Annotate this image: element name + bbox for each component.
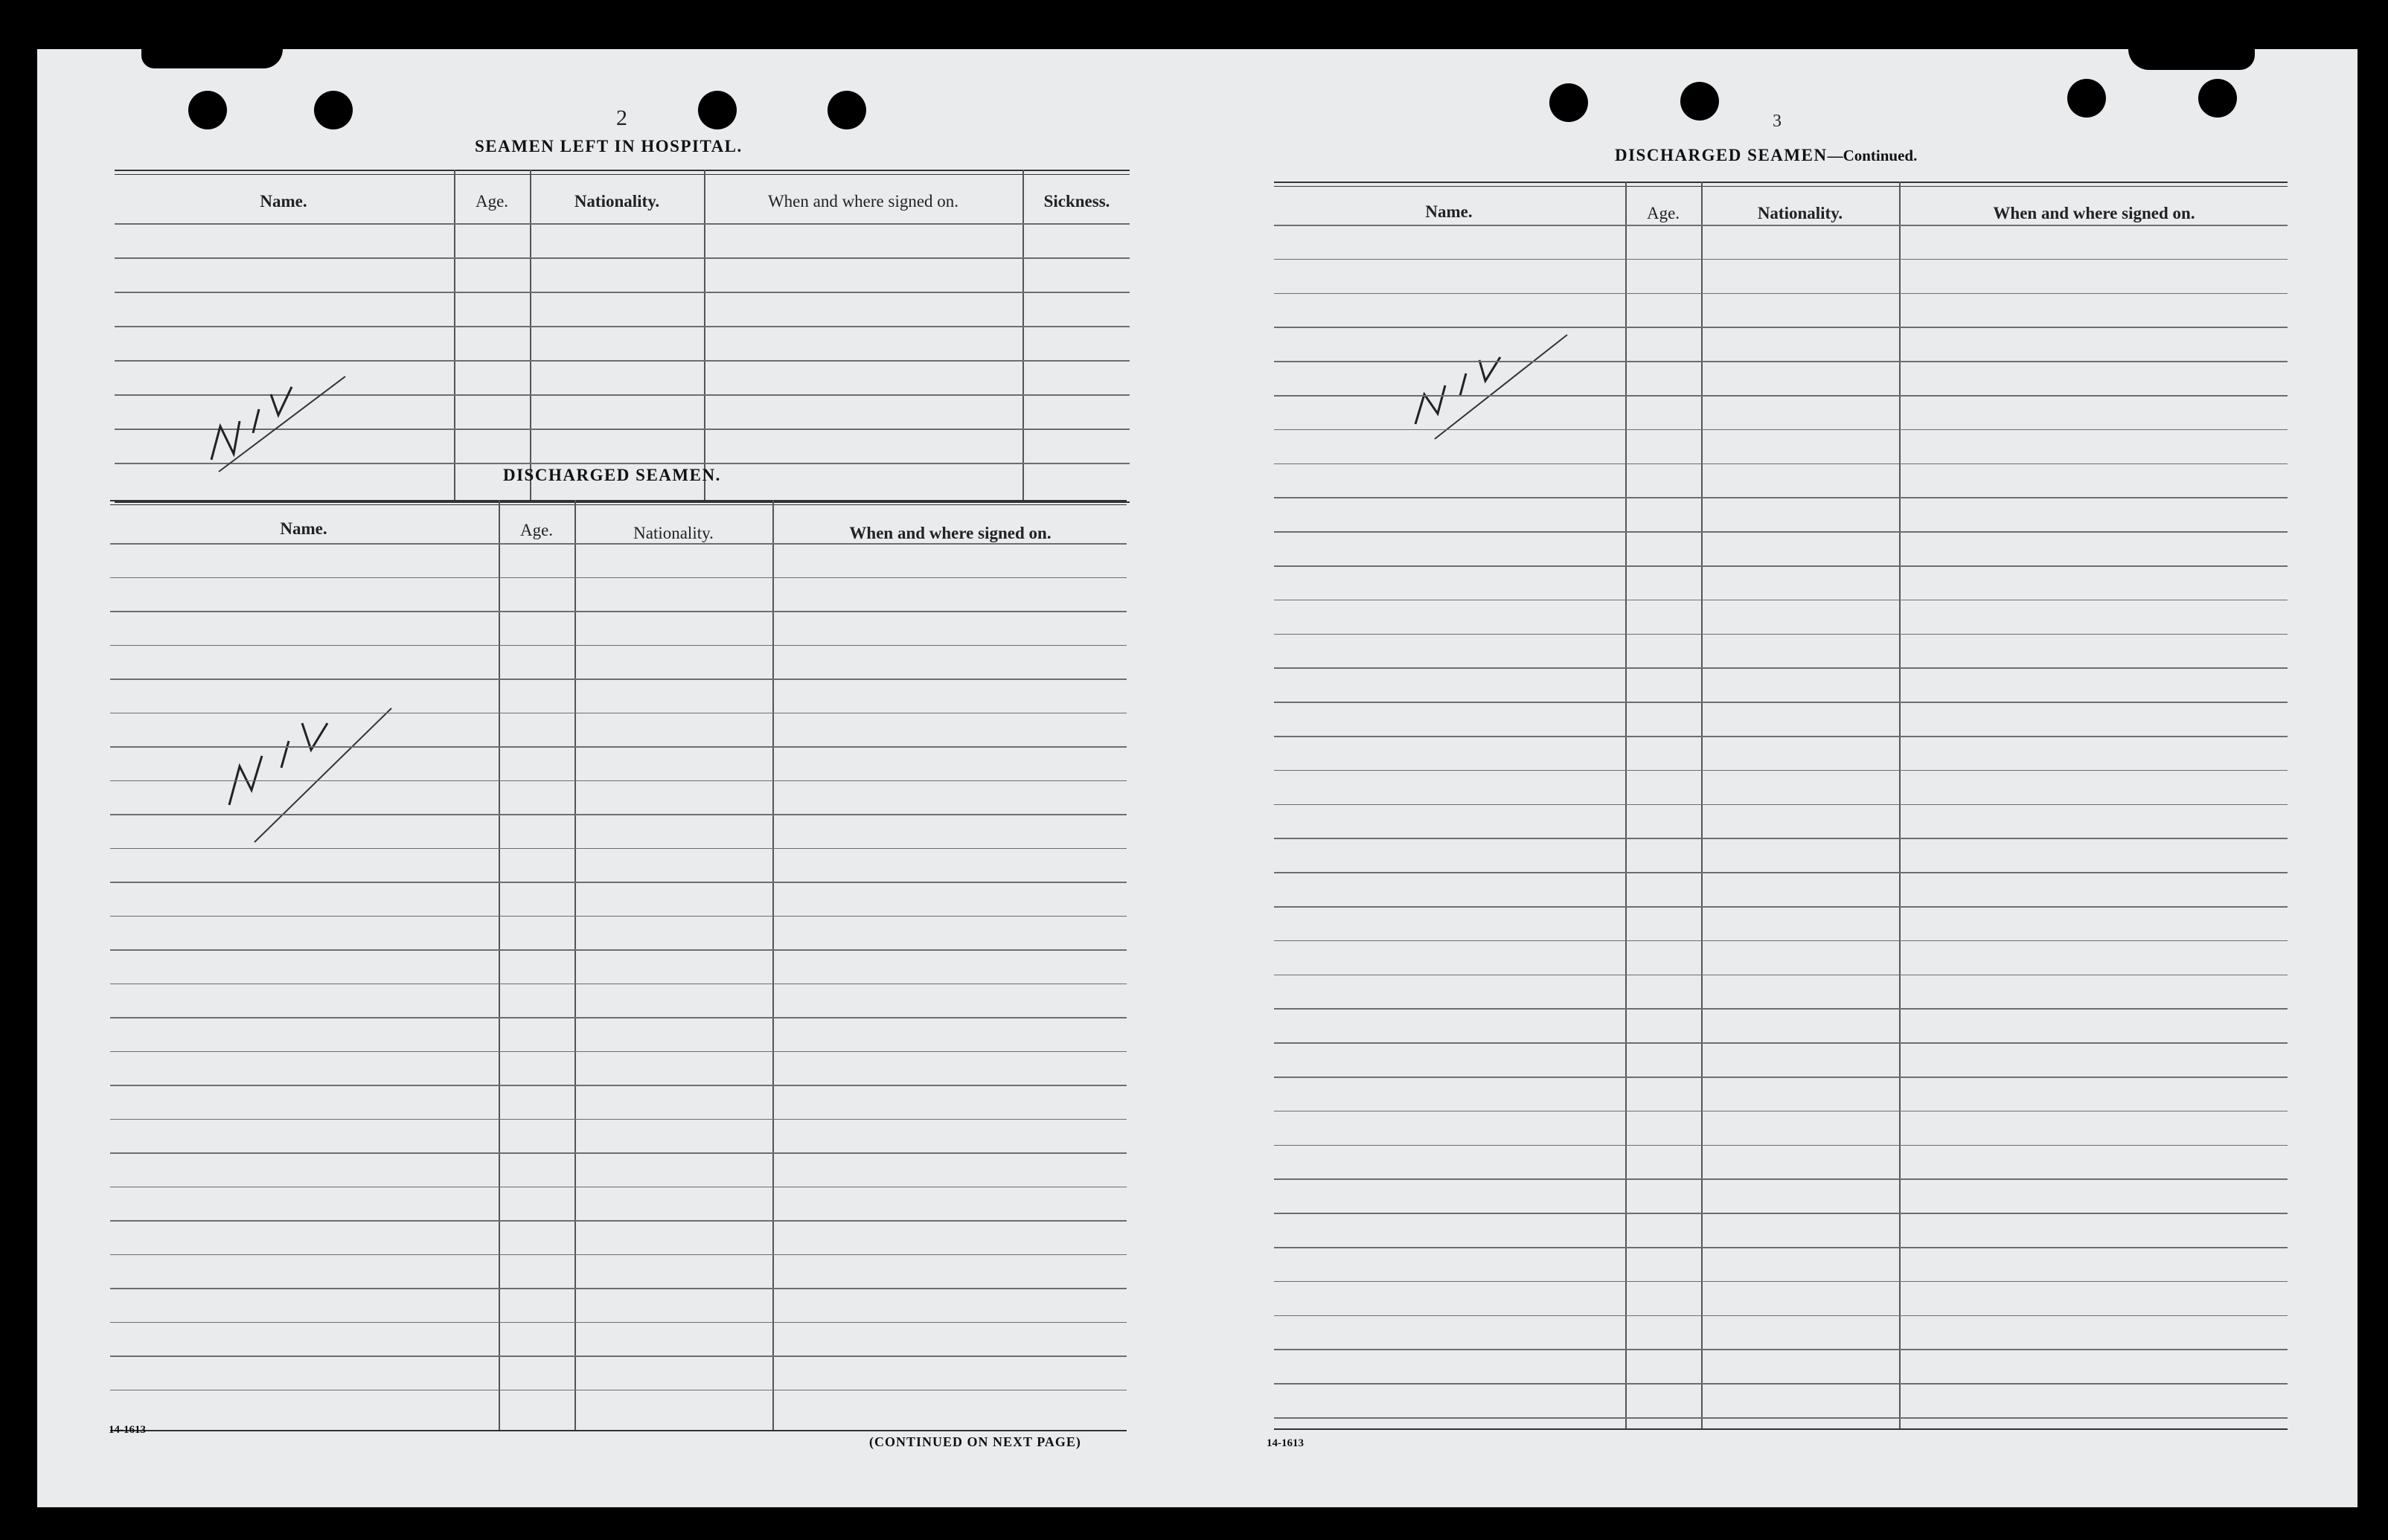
col-header-signed-on: When and where signed on. — [767, 192, 959, 211]
table-row-line — [110, 1390, 1127, 1391]
handwritten-nil-mark — [204, 356, 353, 475]
col-header-nationality: Nationality. — [574, 192, 660, 211]
table-row-line — [110, 1220, 1127, 1222]
table-row-line — [110, 916, 1127, 917]
discharged-continued-title-text: DISCHARGED SEAMEN — [1615, 146, 1828, 164]
page-number-left: 2 — [616, 106, 627, 130]
col-header-name: Name. — [260, 192, 307, 211]
table-row-line — [1274, 1111, 2288, 1112]
table-row-line — [1274, 429, 2288, 431]
table-row-line — [110, 577, 1127, 579]
table-row-line — [110, 1254, 1127, 1256]
table-row-line — [1274, 463, 2288, 465]
table-row-line — [1274, 531, 2288, 533]
punch-hole — [188, 91, 227, 129]
hospital-section-title: SEAMEN LEFT IN HOSPITAL. — [475, 137, 743, 155]
torn-edge — [2128, 49, 2255, 70]
table-row-line — [110, 1187, 1127, 1188]
table-row-line — [110, 543, 1127, 545]
table-row-line — [1274, 1008, 2288, 1010]
table-row-line — [1274, 872, 2288, 873]
table-row-line — [1274, 1383, 2288, 1385]
punch-hole — [314, 91, 353, 129]
table-row-line — [110, 713, 1127, 714]
table-row-line — [1274, 667, 2288, 669]
table-row-line — [110, 611, 1127, 612]
document-sheet — [37, 49, 2357, 1507]
table-row-line — [110, 1152, 1127, 1154]
hospital-table — [115, 170, 1130, 504]
table-row-line — [1274, 702, 2288, 703]
col-header-age: Age. — [519, 521, 554, 539]
punch-hole — [698, 91, 737, 129]
col-header-signed-on: When and where signed on. — [1993, 204, 2195, 222]
table-row-line — [110, 1288, 1127, 1289]
table-row-line — [110, 746, 1127, 748]
col-header-name: Name. — [280, 519, 327, 538]
punch-hole — [828, 91, 866, 129]
table-row-line — [110, 1051, 1127, 1053]
table-row-line — [1274, 770, 2288, 771]
table-row-line — [1274, 1145, 2288, 1146]
discharged-table-right — [1274, 182, 2288, 1431]
table-row-line — [1274, 1077, 2288, 1078]
col-header-nationality: Nationality. — [633, 524, 714, 542]
table-row-line — [1274, 1178, 2288, 1180]
col-header-age: Age. — [475, 192, 509, 211]
table-row-line — [1274, 1349, 2288, 1350]
table-row-line — [1274, 838, 2288, 839]
punch-hole — [2198, 79, 2237, 118]
punch-hole — [1549, 83, 1588, 122]
table-row-line — [110, 1355, 1127, 1357]
table-row-line — [110, 1085, 1127, 1086]
col-header-signed-on: When and where signed on. — [849, 524, 1051, 542]
table-row-line — [1274, 395, 2288, 397]
table-row-line — [110, 678, 1127, 680]
table-row-line — [110, 949, 1127, 951]
table-row-line — [1274, 1417, 2288, 1419]
table-row-line — [1274, 225, 2288, 226]
table-row-line — [1274, 361, 2288, 362]
table-row-line — [1274, 497, 2288, 498]
table-row-line — [110, 1119, 1127, 1120]
form-number-left: 14-1613 — [109, 1424, 146, 1436]
table-row-line — [1274, 736, 2288, 737]
table-bottom-rule — [1274, 1428, 2288, 1430]
discharged-continued-title — [1615, 146, 1917, 165]
table-row-line — [1274, 906, 2288, 908]
table-row-line — [1274, 565, 2288, 567]
table-row-line — [1274, 804, 2288, 806]
table-bottom-rule — [110, 1430, 1127, 1431]
discharged-table-left — [110, 500, 1127, 1433]
table-row-line — [110, 780, 1127, 782]
punch-hole — [2067, 79, 2106, 118]
continued-suffix: —Continued. — [1827, 147, 1918, 164]
discharged-section-title: DISCHARGED SEAMEN. — [503, 466, 721, 484]
table-row-line — [1274, 1315, 2288, 1317]
form-number-right: 14-1613 — [1267, 1437, 1304, 1449]
table-row-line — [1274, 293, 2288, 295]
page-number-right: 3 — [1773, 112, 1782, 131]
continued-note: (CONTINUED ON NEXT PAGE) — [869, 1434, 1081, 1449]
table-row-line — [1274, 975, 2288, 976]
table-row-line — [110, 882, 1127, 883]
table-row-line — [1274, 634, 2288, 635]
table-row-line — [110, 645, 1127, 647]
col-header-name: Name. — [1425, 202, 1473, 221]
table-row-line — [1274, 259, 2288, 260]
col-header-sickness: Sickness. — [1043, 192, 1110, 211]
table-row-line — [1274, 600, 2288, 601]
col-header-nationality: Nationality. — [1757, 204, 1843, 222]
table-row-line — [110, 1017, 1127, 1018]
table-row-line — [1274, 1042, 2288, 1044]
table-row-line — [1274, 1213, 2288, 1214]
table-row-line — [110, 814, 1127, 815]
table-row-line — [110, 848, 1127, 850]
table-row-line — [1274, 1247, 2288, 1248]
torn-edge — [141, 49, 283, 68]
handwritten-nil-mark — [214, 678, 393, 850]
table-row-line — [1274, 327, 2288, 328]
col-header-age: Age. — [1646, 204, 1680, 222]
punch-hole — [1680, 82, 1719, 121]
table-row-line — [1274, 940, 2288, 942]
table-row-line — [1274, 1281, 2288, 1283]
table-row-line — [110, 984, 1127, 985]
table-row-line — [110, 1322, 1127, 1324]
